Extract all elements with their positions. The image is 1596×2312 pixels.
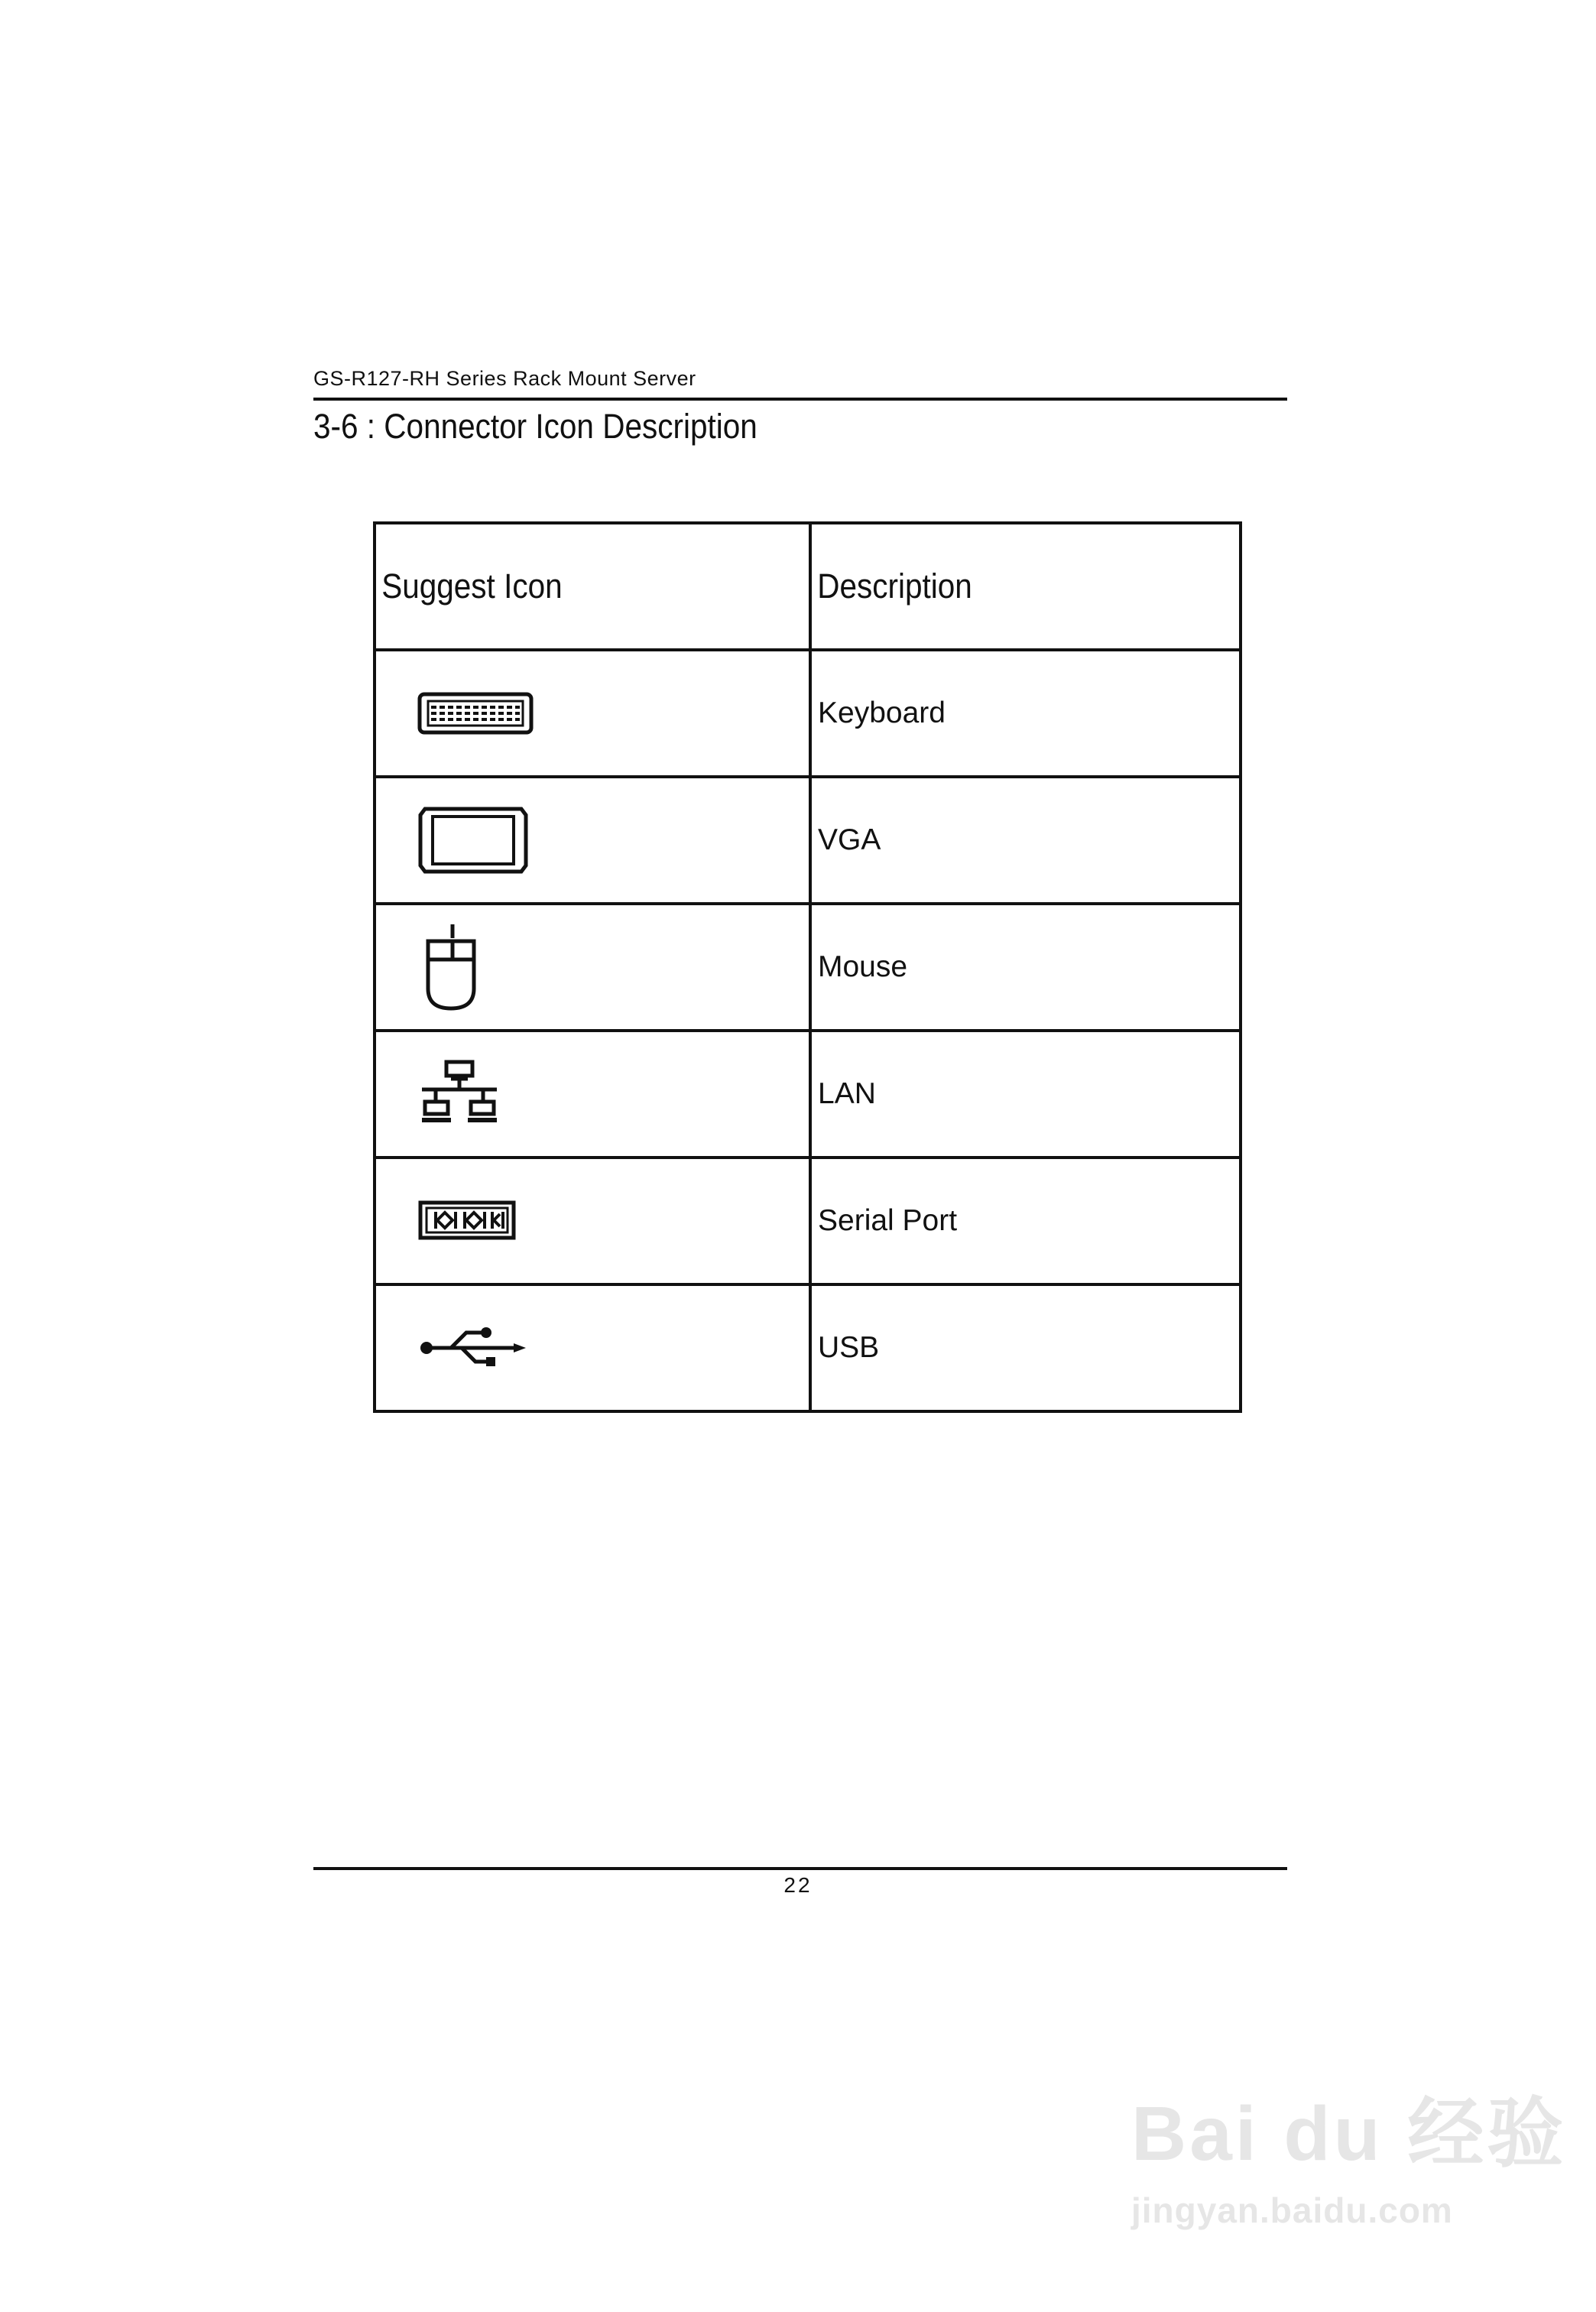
serial-port-icon [417,1198,517,1244]
table-row [375,777,1241,904]
table-header-row [375,523,1241,650]
baidu-watermark [1131,2072,1566,2231]
table-row [375,1031,1241,1158]
column-header-label: Suggest Icon [381,567,563,606]
section-title: 3-6 : Connector Icon Description [313,407,757,446]
table-row [375,904,1241,1031]
table-row [375,1284,1241,1411]
header-rule [313,398,1287,401]
vga-icon [417,806,529,875]
keyboard-icon [417,692,534,735]
description-text: Keyboard [818,697,946,729]
description-text: VGA [818,823,881,856]
column-header-description [810,523,1241,650]
column-header-icon [375,523,810,650]
watermark-brand: Bai du 经验 [1131,2091,1567,2177]
column-header-label: Description [817,567,972,606]
description-text: USB [818,1331,880,1364]
description-text: LAN [818,1077,876,1110]
running-header: GS-R127-RH Series Rack Mount Server [313,367,696,390]
page-number: 22 [783,1873,813,1897]
lan-icon [417,1056,501,1132]
table-row [375,1158,1241,1284]
table-row [375,650,1241,777]
footer-rule [313,1867,1287,1870]
description-text: Serial Port [818,1204,958,1237]
connector-icon-table [373,521,1242,1413]
description-text: Mouse [818,950,908,983]
usb-icon [417,1325,532,1371]
watermark-url: jingyan.baidu.com [1131,2190,1453,2230]
mouse-icon [417,921,486,1013]
